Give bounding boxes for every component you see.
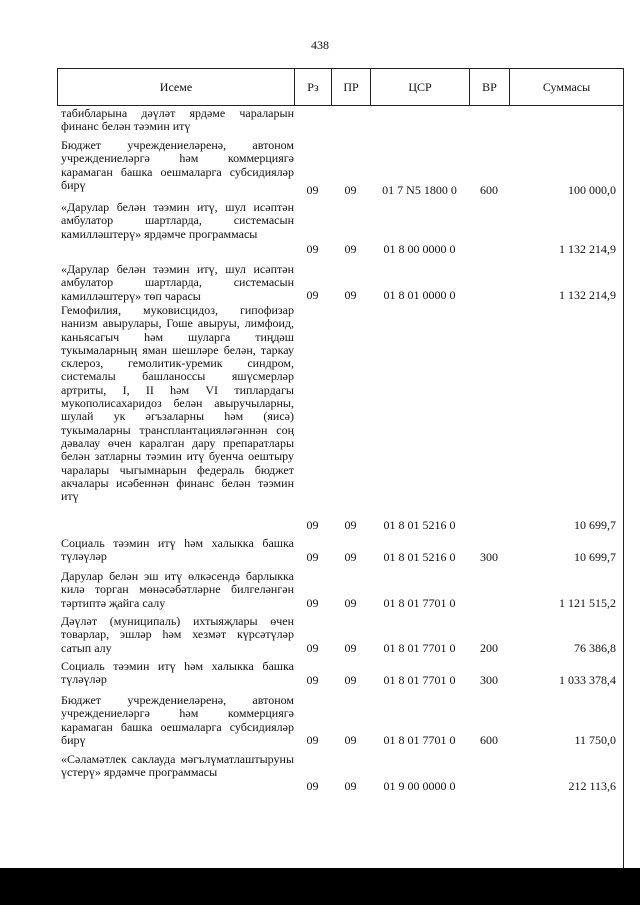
row-sum: 212 113,6 xyxy=(568,779,616,793)
row-csr: 01 8 00 0000 0 xyxy=(383,242,456,256)
scan-bottom-bar xyxy=(0,868,640,905)
row-sum: 11 750,0 xyxy=(574,733,616,747)
header-pr: ПР xyxy=(332,69,371,105)
row-name: Социаль тәэмин итү һәм халыкка башка түләүләр xyxy=(61,659,294,687)
row-rz: 09 xyxy=(306,673,319,687)
row-csr: 01 8 01 5216 0 xyxy=(383,550,456,564)
row-vr: 600 xyxy=(480,733,498,747)
row-name: Социаль тәэмин итү һәм халыкка башка түләүләр xyxy=(61,536,294,564)
page-edge-line xyxy=(623,106,624,894)
row-name: Гемофилия, муковисцидоз, гипофизар нанизм авырулары, Гоше авыруы, лимфоид, каньясагыч һәм шуларга тиңдәш тукымаларның яман шешләре белән, таркау склероз, гемолитик-уремик синдром, системалы башланoccы яшүсмерләр артриты, I, II һәм VI типлардагы мукополисахаридоз белән авыручыларны, шулай ук әгъзаларны һәм (яисә) тукымаларны трансплантацияләгәннән соң дәвалау өчен каралган дару препаратлары белән затларны тәэмин итү буенча оештыру чаралары чыгымнарын федераль бюджет акчалары исәбеннән финанс белән тәэмин итү xyxy=(61,303,294,504)
page-number: 438 xyxy=(311,38,329,52)
row-vr: 600 xyxy=(480,183,498,197)
row-name: Бюджет учреждениеләренә, автоном учреждениеләргә һәм коммерциягә карамаган башка оешмаларга субсидияләр бирү xyxy=(61,693,294,747)
row-rz: 09 xyxy=(306,550,319,564)
row-pr: 09 xyxy=(344,641,357,655)
table-row xyxy=(57,304,624,534)
table-row xyxy=(57,536,624,568)
row-name: Дәүләт (муниципаль) ихтыяҗлары өчен товарлар, эшләр һәм хезмәт күрсәтүләр сатып алу xyxy=(61,614,294,655)
row-name: «Дарулар белән тәэмин итү, шул исәптән амбулатор шартларда, системасын камилләштерү» төп чарасы xyxy=(61,262,294,303)
row-name: табибларына дәүләт ярдәме чараларын финанс белән тәэмин итү xyxy=(61,106,294,134)
row-rz: 09 xyxy=(306,779,319,793)
row-rz: 09 xyxy=(306,518,319,532)
row-rz: 09 xyxy=(306,733,319,747)
table-row xyxy=(57,659,624,691)
table-row xyxy=(57,614,624,659)
row-csr: 01 8 01 7701 0 xyxy=(383,641,456,655)
row-pr: 09 xyxy=(344,673,357,687)
row-rz: 09 xyxy=(306,596,319,610)
row-pr: 09 xyxy=(344,518,357,532)
header-sum: Суммасы xyxy=(542,79,591,94)
row-name: Бюджет учреждениеләренә, автоном учреждениеләргә һәм коммерциягә карамаган башка оешмаларга субсидияләр бирү xyxy=(61,138,294,192)
row-rz: 09 xyxy=(306,641,319,655)
row-csr: 01 7 N5 1800 0 xyxy=(382,183,457,197)
header-name: Исеме xyxy=(58,69,295,105)
row-name: Дарулар белән эш итү өлкәсендә барлыкка килә торган мөнәсәбәтләрне билгеләнгән тәртиптә җайга салу xyxy=(61,569,294,610)
row-sum: 1 132 214,9 xyxy=(559,242,616,256)
row-csr: 01 8 01 0000 0 xyxy=(383,288,456,302)
row-name: «Дарулар белән тәэмин итү, шул исәптән амбулатор шартларда, системасын камилләштерү» ярдәмче программасы xyxy=(61,200,294,241)
table-row xyxy=(57,692,624,752)
row-pr: 09 xyxy=(344,242,357,256)
table-row xyxy=(57,753,624,798)
table-row xyxy=(57,568,624,613)
row-csr: 01 8 01 5216 0 xyxy=(383,518,456,532)
row-pr: 09 xyxy=(344,183,357,197)
row-rz: 09 xyxy=(306,288,319,302)
row-pr: 09 xyxy=(344,550,357,564)
row-vr: 300 xyxy=(480,673,498,687)
header-csr: ЦСР xyxy=(371,69,470,105)
table-row xyxy=(57,139,624,199)
row-csr: 01 8 01 7701 0 xyxy=(383,733,456,747)
row-pr: 09 xyxy=(344,733,357,747)
row-vr: 300 xyxy=(480,550,498,564)
row-csr: 01 8 01 7701 0 xyxy=(383,673,456,687)
row-sum: 1 033 378,4 xyxy=(559,673,616,687)
row-vr: 200 xyxy=(480,641,498,655)
row-pr: 09 xyxy=(344,779,357,793)
row-rz: 09 xyxy=(306,242,319,256)
row-csr: 01 8 01 7701 0 xyxy=(383,596,456,610)
row-sum: 76 386,8 xyxy=(574,641,616,655)
header-vr: ВР xyxy=(470,69,510,105)
row-pr: 09 xyxy=(344,288,357,302)
row-sum: 10 699,7 xyxy=(574,518,616,532)
row-name: «Сәламәтлек саклауда мәгълүматлаштыруны үстерү» ярдәмче программасы xyxy=(61,752,294,780)
table-header xyxy=(57,68,624,106)
row-csr: 01 9 00 0000 0 xyxy=(383,779,456,793)
row-pr: 09 xyxy=(344,596,357,610)
row-sum: 1 132 214,9 xyxy=(559,288,616,302)
header-rz: Рз xyxy=(295,69,332,105)
row-sum: 1 121 515,2 xyxy=(559,596,616,610)
row-sum: 10 699,7 xyxy=(574,550,616,564)
row-sum: 100 000,0 xyxy=(568,183,616,197)
table-row xyxy=(57,260,624,305)
table-row xyxy=(57,106,624,132)
row-rz: 09 xyxy=(306,183,319,197)
table-row xyxy=(57,198,624,258)
